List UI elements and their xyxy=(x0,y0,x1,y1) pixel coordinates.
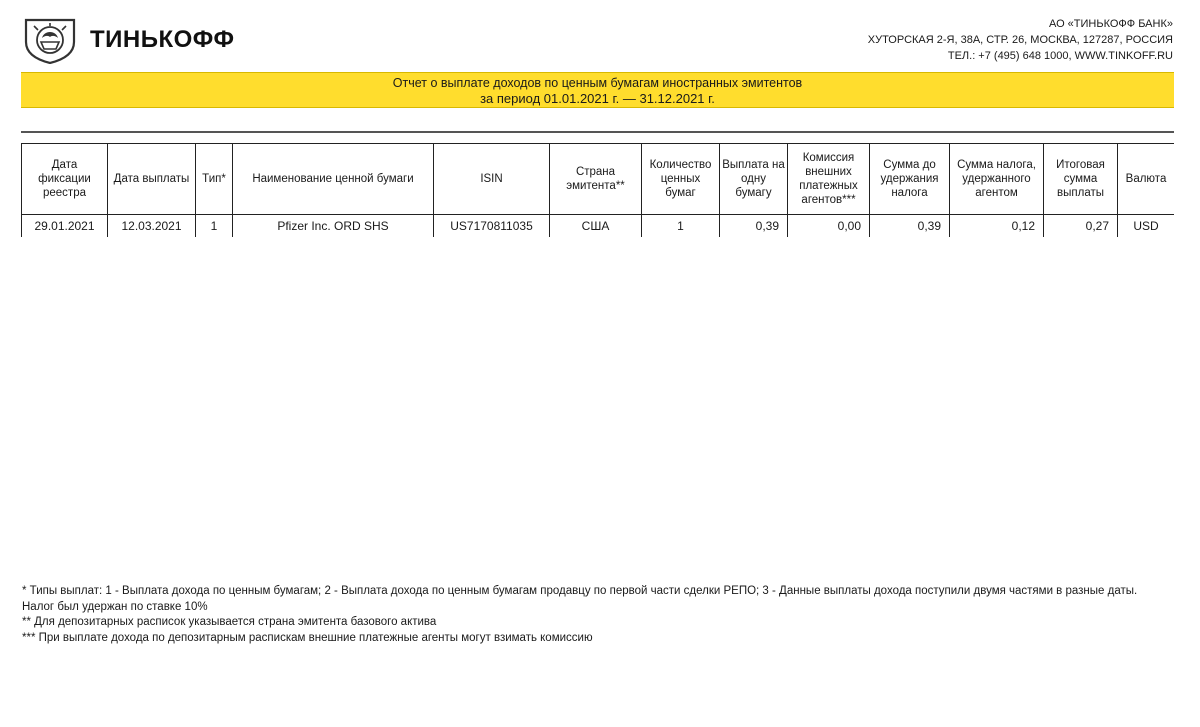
col-header-agent-commission: Комиссия внешних платежных агентов*** xyxy=(788,144,870,215)
cell-tax-withheld: 0,12 xyxy=(950,215,1044,238)
footnote-agent-commission: *** При выплате дохода по депозитарным распискам внешние платежные агенты могут взимать комиссию xyxy=(22,631,593,644)
bank-info xyxy=(868,16,1173,64)
col-header-isin: ISIN xyxy=(434,144,550,215)
col-header-payment-date: Дата выплаты xyxy=(108,144,196,215)
cell-agent-commission: 0,00 xyxy=(788,215,870,238)
report-title: Отчет о выплате доходов по ценным бумагам иностранных эмитентов xyxy=(392,76,803,90)
footnote-payout-types: * Типы выплат: 1 - Выплата дохода по ценным бумагам; 2 - Выплата дохода по ценным бумагам продавцу по первой части сделки РЕПО; 3 - Данные выплаты дохода поступили двумя частями в разные даты. xyxy=(22,585,1138,597)
cell-isin: US7170811035 xyxy=(434,215,550,238)
col-header-quantity: Количество ценных бумаг xyxy=(642,144,720,215)
col-header-amount-before-tax: Сумма до удержания налога xyxy=(870,144,950,215)
footnote-depositary-country: ** Для депозитарных расписок указывается страна эмитента базового актива xyxy=(22,616,437,628)
cell-total-payout: 0,27 xyxy=(1044,215,1118,238)
report-title-bar xyxy=(21,72,1174,108)
col-header-country: Страна эмитента** xyxy=(550,144,642,215)
bank-name: АО «ТИНЬКОФФ БАНК» xyxy=(1048,18,1173,30)
col-header-payout-per-share: Выплата на одну бумагу xyxy=(720,144,788,215)
cell-quantity: 1 xyxy=(642,215,720,238)
col-header-registry-date: Дата фиксации реестра xyxy=(22,144,108,215)
cell-amount-before-tax: 0,39 xyxy=(870,215,950,238)
col-header-security-name: Наименование ценной бумаги xyxy=(233,144,434,215)
table-header-row xyxy=(22,144,1175,215)
col-header-tax-withheld: Сумма налога, удержанного агентом xyxy=(950,144,1044,215)
coat-of-arms-shield-icon xyxy=(22,16,78,64)
divider xyxy=(21,131,1174,133)
bank-address: ХУТОРСКАЯ 2-Я, 38А, СТР. 26, МОСКВА, 127287, РОССИЯ xyxy=(867,34,1173,46)
cell-currency: USD xyxy=(1118,215,1175,238)
footnote-tax-rate: Налог был удержан по ставке 10% xyxy=(22,600,208,613)
bank-contacts: ТЕЛ.: +7 (495) 648 1000, WWW.TINKOFF.RU xyxy=(947,50,1173,62)
footnotes xyxy=(22,584,1137,646)
cell-payment-date: 12.03.2021 xyxy=(108,215,196,238)
col-header-currency: Валюта xyxy=(1118,144,1175,215)
tinkoff-logo xyxy=(22,16,234,64)
cell-security-name: Pfizer Inc. ORD SHS xyxy=(233,215,434,238)
col-header-total-payout: Итоговая сумма выплаты xyxy=(1044,144,1118,215)
col-header-type: Тип* xyxy=(196,144,233,215)
cell-country: США xyxy=(550,215,642,238)
payouts-table xyxy=(21,143,1174,237)
brand-wordmark: ТИНЬКОФФ xyxy=(90,26,235,53)
payouts-table-wrap xyxy=(21,143,1174,237)
report-period: за период 01.01.2021 г. — 31.12.2021 г. xyxy=(480,91,715,106)
cell-payout-per-share: 0,39 xyxy=(720,215,788,238)
cell-type: 1 xyxy=(196,215,233,238)
table-row xyxy=(22,215,1175,238)
cell-registry-date: 29.01.2021 xyxy=(22,215,108,238)
